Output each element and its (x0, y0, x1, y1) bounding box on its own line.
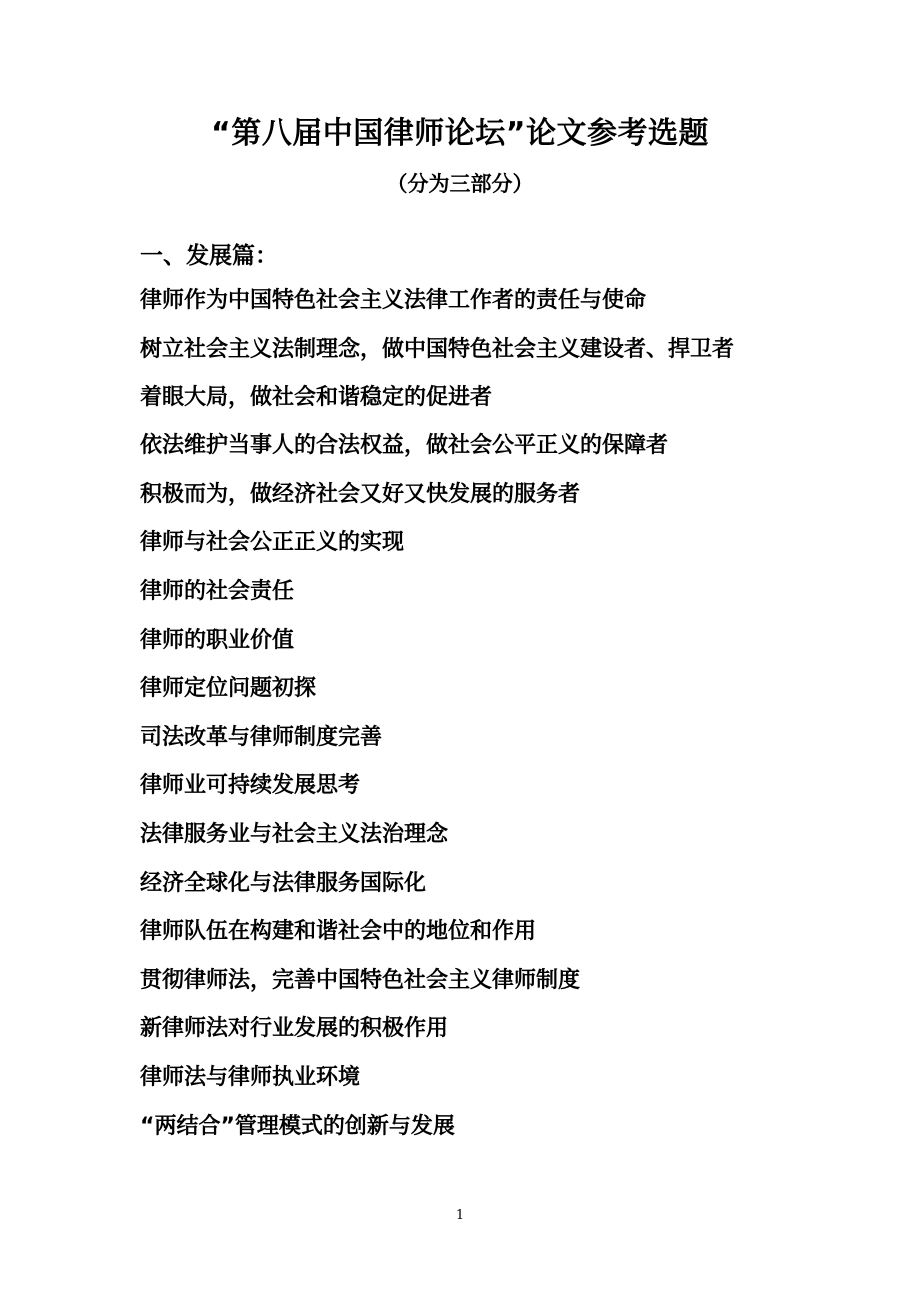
list-item: “两结合”管理模式的创新与发展 (140, 1113, 455, 1139)
list-item: 依法维护当事人的合法权益，做社会公平正义的保障者 (140, 433, 669, 459)
document-title: “第八届中国律师论坛”论文参考选题 (211, 116, 709, 151)
list-item: 律师作为中国特色社会主义法律工作者的责任与使命 (140, 288, 647, 313)
page-number: 1 (455, 1208, 465, 1223)
list-item: 着眼大局，做社会和谐稳定的促进者 (140, 384, 493, 410)
list-item: 律师业可持续发展思考 (140, 773, 361, 799)
section-heading: 一、发展篇： (140, 243, 278, 269)
topic-list (140, 285, 780, 1159)
list-item: 律师队伍在构建和谐社会中的地位和作用 (140, 919, 537, 945)
list-item: 积极而为，做经济社会又好又快发展的服务者 (140, 481, 581, 507)
list-item: 律师的职业价值 (140, 627, 295, 653)
document-subtitle: （分为三部分） (386, 172, 534, 196)
list-item: 树立社会主义法制理念，做中国特色社会主义建设者、捍卫者 (140, 336, 735, 362)
list-item: 律师法与律师执业环境 (140, 1064, 361, 1090)
list-item: 法律服务业与社会主义法治理念 (140, 821, 449, 847)
list-item: 新律师法对行业发展的积极作用 (140, 1016, 449, 1042)
list-item: 经济全球化与法律服务国际化 (140, 870, 427, 896)
list-item: 司法改革与律师制度完善 (140, 724, 383, 750)
list-item: 律师定位问题初探 (140, 676, 317, 702)
list-item: 律师的社会责任 (140, 578, 295, 604)
list-item: 律师与社会公正正义的实现 (140, 530, 405, 556)
list-item: 贯彻律师法，完善中国特色社会主义律师制度 (140, 967, 581, 993)
